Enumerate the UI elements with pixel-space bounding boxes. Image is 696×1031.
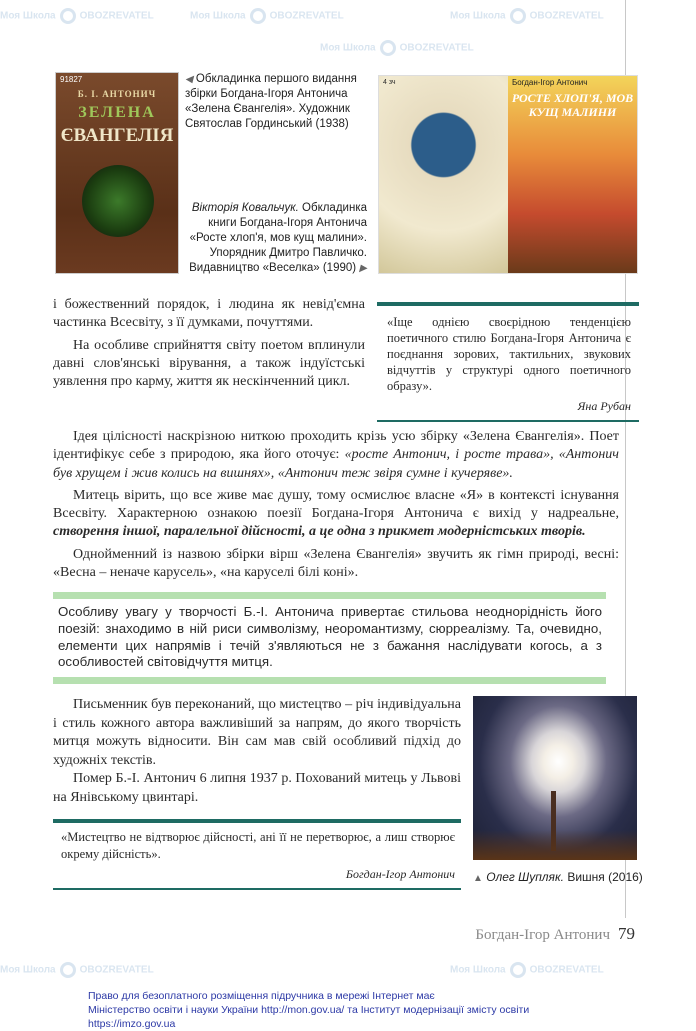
cover-image-zelena-yevanhelia — [55, 72, 179, 274]
page-content — [53, 296, 643, 890]
quote-author: Богдан-Ігор Антонич — [345, 867, 455, 882]
caption-text: Обкладинка книги Богдана-Ігоря Антонича «Росте хлоп'я, мов кущ малини». Упорядник Дмитро Павличко. Видавництво «Веселка» (1990) — [189, 202, 367, 274]
watermark: Моя Школа OBOZREVATEL — [0, 8, 154, 25]
quote-text: «Мистецтво не відтворює дійсності, ані її не перетворює, а лиш створює окрему дійсність». — [61, 830, 455, 861]
paragraph: Помер Б.-І. Антонич 6 липня 1937 р. Похований митець у Львові на Янівському цвинтарі. — [53, 771, 461, 805]
painting-column — [473, 696, 643, 886]
cover-title-2: ЄВАНГЕЛІЯ — [60, 125, 174, 146]
painting-caption — [473, 870, 643, 886]
watermark: Моя Школа OBOZREVATEL — [0, 962, 154, 979]
page-number: 79 — [618, 924, 635, 943]
text: Ідея цілісності наскрізною ниткою проходить крізь усю збірку «Зелена Євангелія». Поет ідентифікує себе з природою, яка його оточує: — [53, 429, 619, 463]
painting-vyshnia — [473, 696, 637, 860]
quoted-lines: «росте Антонич, і росте трава», «Антонич був хрущем і жив колись на вишнях», «Антонич теж звіря сумне і кучеряве». — [53, 447, 619, 481]
caption-text: Обкладинка першого видання збірки Богдана-Ігоря Антонича «Зелена Євангелія». Художник Святослав Гординський (1938) — [185, 73, 357, 130]
cover2-title: РОСТЕ ХЛОП'Я, МОВ КУЩ МАЛИНИ — [511, 91, 634, 119]
watermark: Моя Школа OBOZREVATEL — [320, 40, 474, 57]
paragraph: На особливе сприйняття світу поетом вплинули давні слов'янські вірування, а також індуїстські уявлення про карму, життя як нескінченний цикл. — [53, 337, 365, 390]
body-column — [53, 296, 365, 391]
paragraph: Письменник був переконаний, що мистецтво – річ індивідуальна і стиль кожного автора важливіший за напрям, до якого творчість митця можуть відносити. Він сам мав свій особливий підхід до художніх текстів. — [53, 697, 461, 768]
library-number: 91827 — [60, 75, 83, 84]
paragraph: і божественний порядок, і людина як невід'ємна частинка Всесвіту, з її думками, почуттями. — [53, 297, 365, 331]
caption-author: Вікторія Ковальчук. — [191, 202, 299, 214]
paragraph: Однойменний із назвою збірки вірш «Зелена Євангелія» звучить як гімн природі, весні: «Весна – неначе карусель», «на каруселі білі коні». — [53, 546, 619, 581]
body-bottom — [53, 696, 461, 807]
ground — [473, 830, 637, 860]
cover-author: Б. І. АНТОНИЧ — [77, 89, 157, 99]
top-text-section — [53, 296, 639, 422]
caption-column — [185, 72, 367, 276]
quote-text: «Іще однією своєрідною тенденцією поетичного стилю Богдана-Ігоря Антонича є поєднання зорових, тактильних, звукових відчуттів у структурі одного поетичного образу». — [387, 315, 631, 393]
highlight-box — [53, 592, 606, 684]
bottom-section — [53, 696, 643, 890]
quote-box — [377, 302, 639, 422]
triangle-left-icon: ◀ — [185, 74, 193, 85]
cover-title-1: ЗЕЛЕНА — [78, 104, 156, 121]
watermark: Моя Школа OBOZREVATEL — [450, 8, 604, 25]
cover-back — [379, 76, 508, 273]
triangle-right-icon: ▶ — [359, 263, 367, 274]
caption-text: Вишня (2016) — [567, 870, 643, 885]
cover1-caption — [185, 72, 367, 132]
watermark: Моя Школа OBOZREVATEL — [190, 8, 344, 25]
caption-author: Олег Шупляк. — [486, 870, 564, 885]
emphasis: створення іншої, паралельної дійсності, а це одна з прикмет модерністських творів. — [53, 524, 586, 540]
triangle-up-icon: ▲ — [473, 873, 483, 885]
cover2-author: Богдан-Ігор Антонич — [512, 78, 588, 87]
body-main — [53, 428, 619, 582]
watermark: Моя Школа OBOZREVATEL — [450, 962, 604, 979]
cover-front — [508, 76, 637, 273]
cover-art — [82, 165, 154, 237]
copyright-notice — [88, 989, 618, 1031]
paragraph — [53, 428, 619, 483]
cover2-caption — [185, 201, 367, 276]
copyright-line: Право для безоплатного розміщення підручника в мережі Інтернет має — [88, 990, 435, 1002]
cover-image-roste-khlopia — [378, 75, 638, 274]
quote-box — [53, 819, 461, 890]
text: Митець вірить, що все живе має душу, тому осмислює власне «Я» в контексті існування Всесвіту. Характерною ознакою поезії Богдана-Ігоря Антонича є вихід у надреальне, — [53, 487, 619, 522]
cover-label: 4 зч — [383, 79, 396, 86]
quote-author: Яна Рубан — [577, 399, 631, 413]
highlight-text: Особливу увагу у творчості Б.-І. Антонича привертає стильова неоднорідність його поезій: знаходимо в ній риси символізму, неоромантизму, сюрреалізму. Та, очевидно, елементи цих напрямів і течій з'являються не з бажання наслідувати когось, а з особливостей світовідчуття митця. — [58, 604, 602, 670]
paragraph — [53, 487, 619, 542]
copyright-line: Міністерство освіти і науки України http://mon.gov.ua/ та Інститут модернізації змісту освіти https://imzo.gov.ua — [88, 1004, 530, 1030]
bottom-left-column — [53, 696, 461, 890]
running-title: Богдан-Ігор Антонич — [475, 927, 610, 943]
